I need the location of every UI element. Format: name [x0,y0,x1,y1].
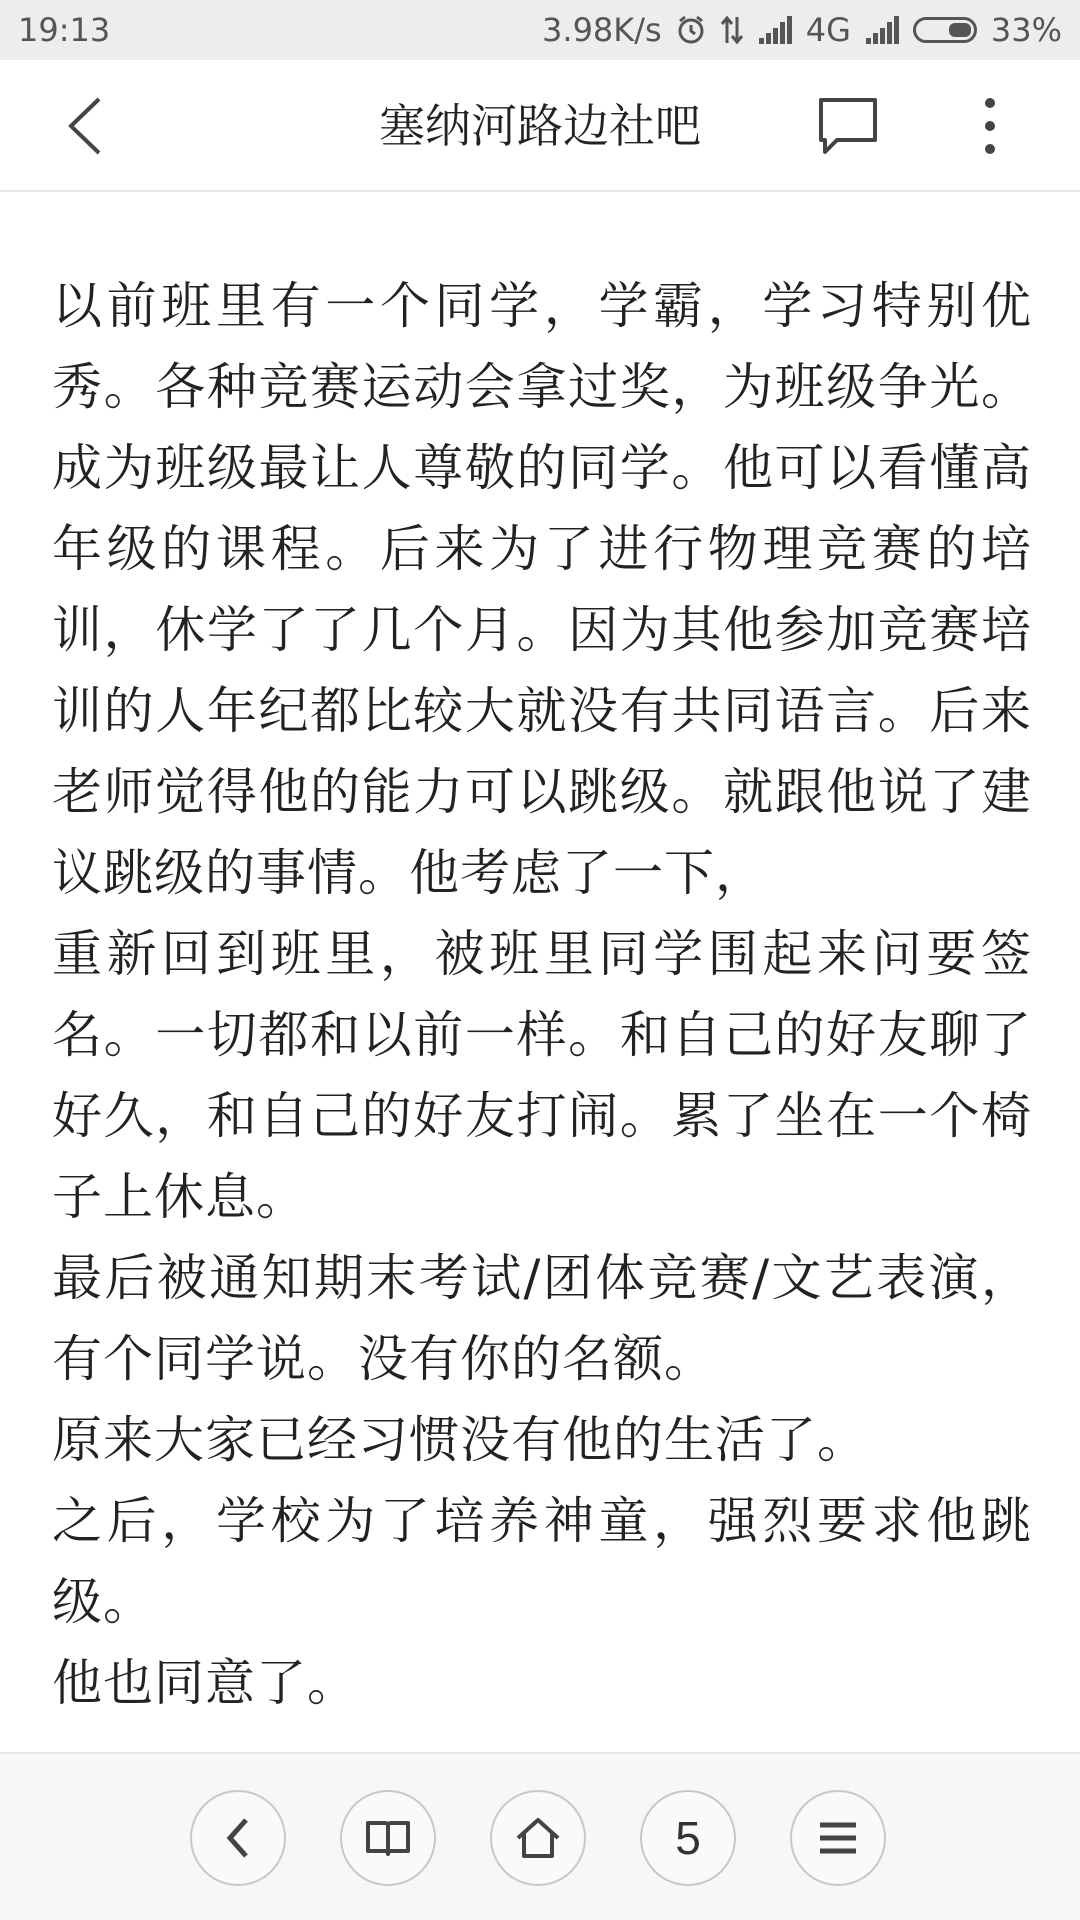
page-count: 5 [675,1812,701,1864]
home-button[interactable] [490,1790,586,1886]
bottom-toolbar [0,1752,1080,1920]
title-bar [0,60,1080,192]
back-arrow-icon [65,95,105,157]
page-count-button[interactable] [640,1790,736,1886]
bookmarks-button[interactable] [340,1790,436,1886]
back-nav-button[interactable] [190,1790,286,1886]
back-button[interactable] [50,88,120,164]
battery-icon [913,17,977,43]
article-paragraph: 重新回到班里，被班里同学围起来问要签名。一切都和以前一样。和自己的好友聊了好久，和自己的好友打闹。累了坐在一个椅子上休息。 [52,925,1032,1226]
comment-button[interactable] [812,90,884,162]
data-transfer-icon [720,15,744,45]
status-bar [0,0,1080,60]
status-right [542,11,1062,49]
status-time: 19:13 [18,11,111,49]
comment-icon [817,96,879,156]
page-title: 塞纳河路边社吧 [379,99,701,153]
article-paragraph: 原来大家已经习惯没有他的生活了。 [52,1411,868,1469]
home-icon [514,1816,562,1860]
alarm-icon [676,15,706,45]
article-content [52,192,1032,1752]
article-paragraph: 之后，学校为了培养神童，强烈要求他跳级。 [52,1492,1032,1631]
signal-icon [758,16,792,44]
signal-icon [865,16,899,44]
menu-button[interactable] [790,1790,886,1886]
book-icon [365,1819,411,1857]
more-button[interactable] [960,88,1020,164]
network-type: 4G [805,11,851,49]
network-speed: 3.98K/s [542,11,662,49]
battery-percent: 33% [990,11,1062,49]
article-paragraph: 他也同意了。 [52,1654,358,1712]
menu-icon [816,1820,860,1856]
article-paragraph: 最后被通知期末考试/团体竞赛/文艺表演，有个同学说。没有你的名额。 [52,1249,1032,1388]
more-vertical-icon [983,96,997,156]
article-paragraph: 以前班里有一个同学，学霸，学习特别优秀。各种竞赛运动会拿过奖，为班级争光。成为班级最让人尊敬的同学。他可以看懂高年级的课程。后来为了进行物理竞赛的培训，休学了了几个月。因为其他参加竞赛培训的人年纪都比较大就没有共同语言。后来老师觉得他的能力可以跳级。就跟他说了建议跳级的事情。他考虑了一下， [52,277,1032,902]
back-icon [224,1816,252,1860]
